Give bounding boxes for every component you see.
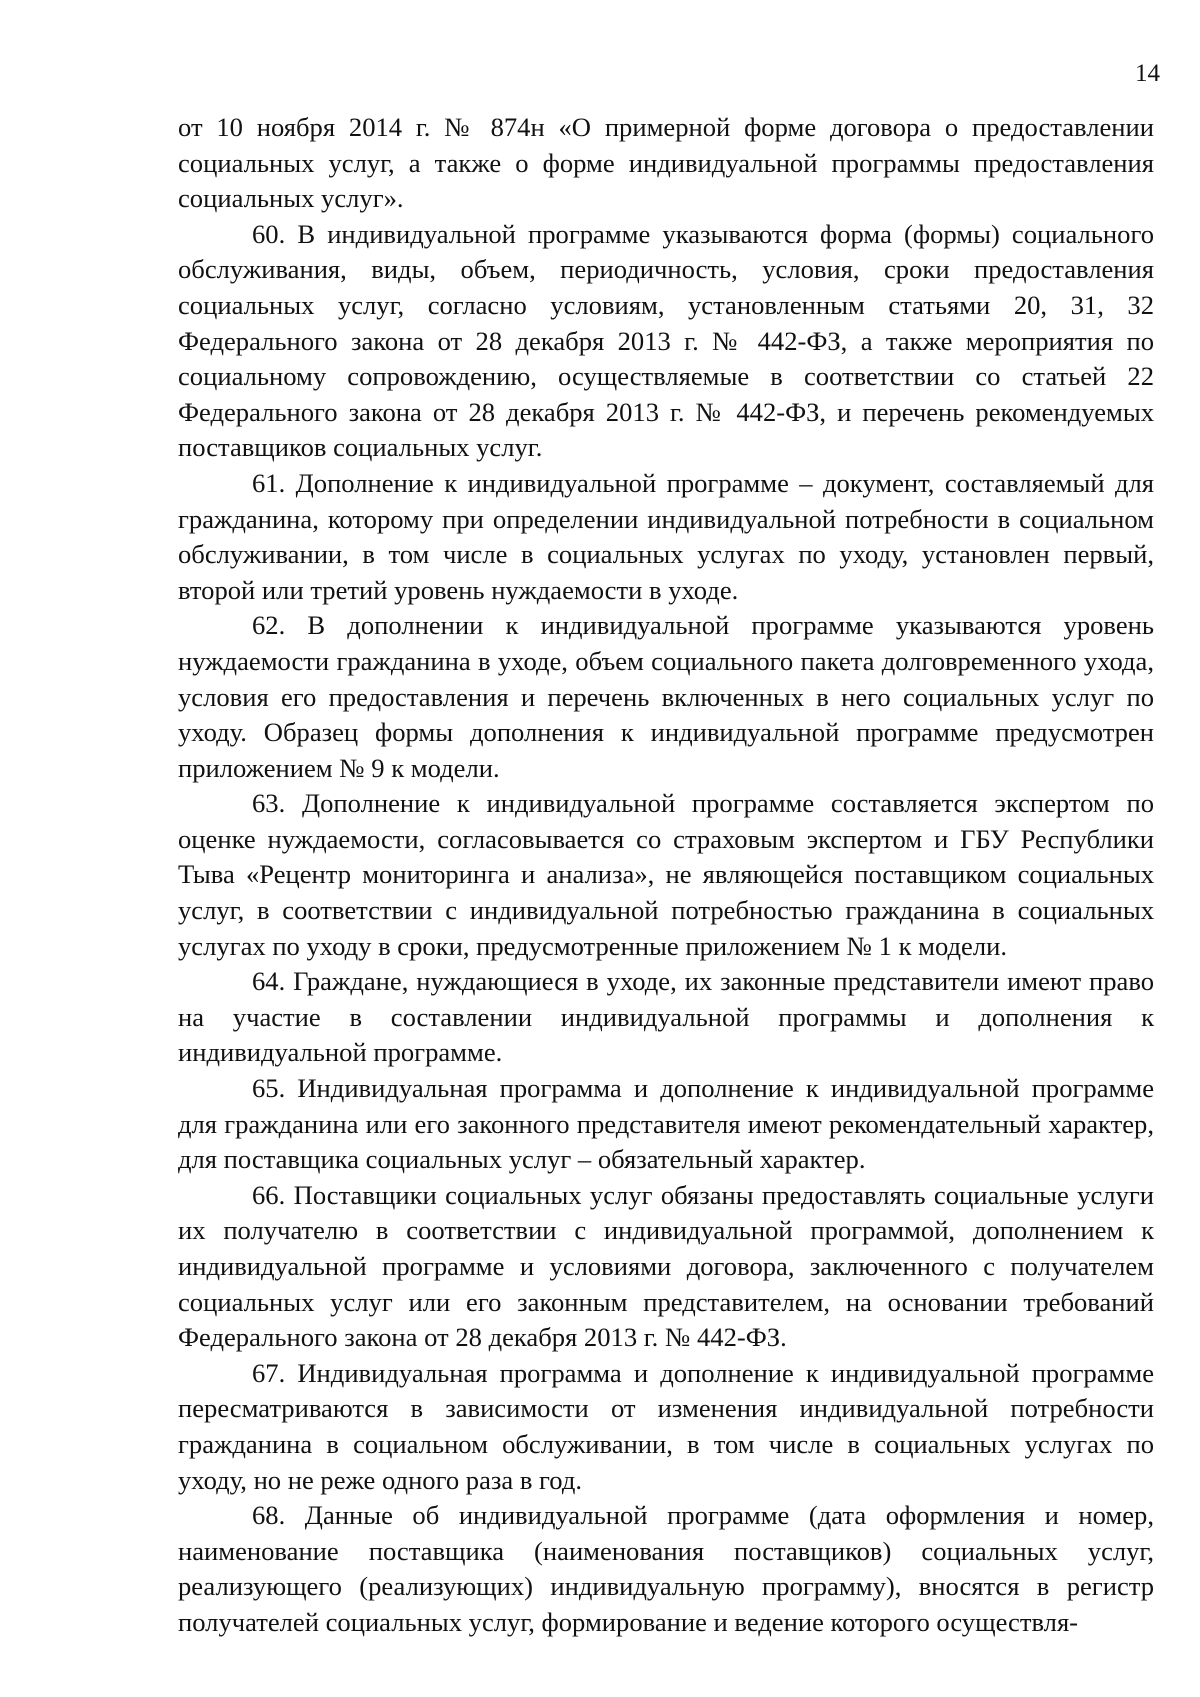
page-number: 14 [1135,60,1160,87]
paragraph-continuation: от 10 ноября 2014 г. № 874н «О примерной форме договора о предоставлении социальных услуг, а также о форме индивидуальной программы предоставления социальных услуг». [178,112,1154,214]
paragraph-66: 66. Поставщики социальных услуг обязаны предоставлять социальные услуги их получателю в соответствии с индивидуальной программой, дополнением к индивидуальной программе и условиями договора, заключенного с получателем социальных услуг или его законным представителем, на основании требований Федерального закона от 28 декабря 2013 г. № 442-ФЗ. [178,1179,1154,1353]
paragraph-62: 62. В дополнении к индивидуальной программе указываются уровень нуждаемости гражданина в уходе, объем социального пакета долговременного ухода, условия его предоставления и перечень включенных в него социальных услуг по уходу. Образец формы дополнения к индивидуальной программе предусмотрен приложением № 9 к модели. [178,610,1154,783]
paragraph-63: 63. Дополнение к индивидуальной программе составляется экспертом по оценке нуждаемости, согласовывается со страховым экспертом и ГБУ Республики Тыва «Рецентр мониторинга и анализа», не являющейся поставщиком социальных услуг, в соответствии с индивидуальной потребностью гражданина в социальных услугах по уходу в сроки, предусмотренные приложением № 1 к модели. [178,788,1154,961]
paragraph-64: 64. Граждане, нуждающиеся в уходе, их законные представители имеют право на участие в составлении индивидуальной программы и дополнения к индивидуальной программе. [178,966,1154,1068]
paragraph-60: 60. В индивидуальной программе указываются форма (формы) социального обслуживания, виды, объем, периодичность, условия, сроки предоставления социальных услуг, согласно условиям, установленным статьями 20, 31, 32 Федерального закона от 28 декабря 2013 г. № 442-ФЗ, а также мероприятия по социальному сопровождению, осуществляемые в соответствии со статьей 22 Федерального закона от 28 декабря 2013 г. № 442-ФЗ, и перечень рекомендуемых поставщиков социальных услуг. [178,218,1154,463]
paragraph-67: 67. Индивидуальная программа и дополнение к индивидуальной программе пересматриваются в зависимости от изменения индивидуальной потребности гражданина в социальном обслуживании, в том числе в социальных услугах по уходу, но не реже одного раза в год. [178,1357,1154,1495]
page-body [178,110,1154,1641]
paragraph-65: 65. Индивидуальная программа и дополнение к индивидуальной программе для гражданина или его законного представителя имеют рекомендательный характер, для поставщика социальных услуг – обязательный характер. [178,1073,1154,1175]
paragraph-68: 68. Данные об индивидуальной программе (дата оформления и номер, наименование поставщика (наименования поставщиков) социальных услуг, реализующего (реализующих) индивидуальную программу), вносятся в регистр получателей социальных услуг, формирование и ведение которого осуществля- [178,1500,1154,1637]
paragraph-61: 61. Дополнение к индивидуальной программе – документ, составляемый для гражданина, которому при определении индивидуальной потребности в социальном обслуживании, в том числе в социальных услугах по уходу, установлен первый, второй или третий уровень нуждаемости в уходе. [178,467,1154,605]
